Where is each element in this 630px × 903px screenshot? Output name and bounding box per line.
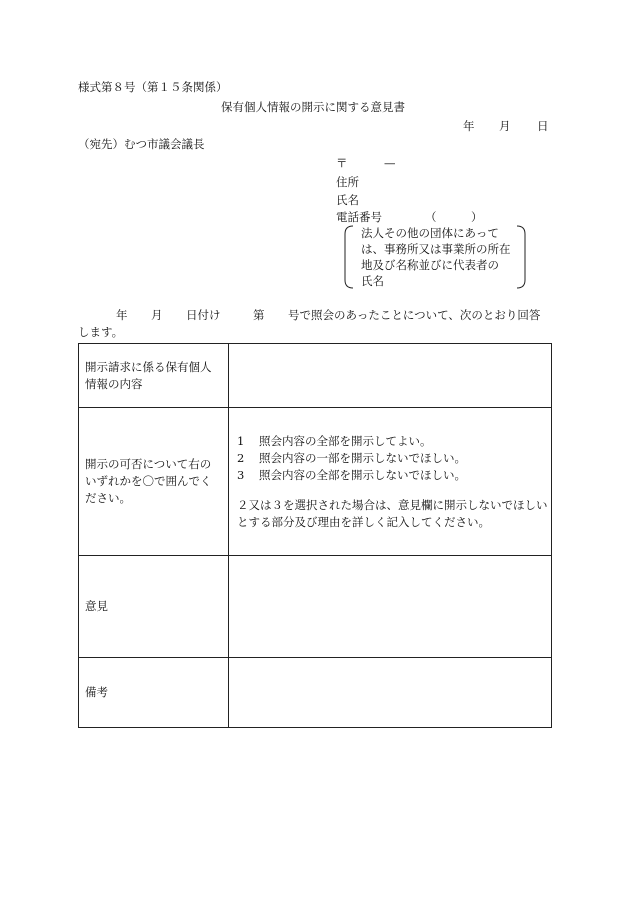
form-number: 様式第８号（第１５条関係） xyxy=(78,80,228,94)
corporate-note xyxy=(343,225,527,289)
remarks-input-cell[interactable] xyxy=(229,658,552,728)
label-line: 情報の内容 xyxy=(85,376,143,391)
opinion-table xyxy=(78,343,552,728)
phone-label: 電話番号 xyxy=(336,210,382,224)
option-text: 照会内容の全部を開示しないでほしい。 xyxy=(259,467,466,482)
disclosure-options-cell xyxy=(229,408,552,556)
name-label: 氏名 xyxy=(336,193,359,207)
table-row xyxy=(79,344,552,408)
label-line: いずれかを〇で囲んでく xyxy=(85,474,212,488)
date-year: 年 xyxy=(463,119,475,133)
postal-mark: 〒 xyxy=(336,156,348,170)
selection-note xyxy=(237,497,551,531)
intro-dai: 第 xyxy=(253,308,265,322)
content-input-cell[interactable] xyxy=(229,344,552,408)
option-text: 照会内容の一部を開示しないでほしい。 xyxy=(259,450,466,465)
opinion-input-cell[interactable] xyxy=(229,556,552,658)
corp-note-line: は、事務所又は事業所の所在 xyxy=(361,242,511,256)
addressee: （宛先）むつ市議会議長 xyxy=(78,137,205,151)
table-row xyxy=(79,658,552,728)
corp-note-line: 氏名 xyxy=(361,274,384,288)
intro-tail: 号で照会のあったことについて、次のとおり回答 xyxy=(288,308,541,322)
table-row xyxy=(79,408,552,556)
intro-line2: します。 xyxy=(78,325,124,339)
note-line: とする部分及び理由を詳しく記入してください。 xyxy=(237,514,490,529)
phone-parens: （ ） xyxy=(425,210,483,224)
option-number: 3 xyxy=(237,467,245,482)
note-line: ２又は３を選択された場合は、意見欄に開示しないでほしい xyxy=(237,497,548,512)
option-text: 照会内容の全部を開示してよい。 xyxy=(259,433,432,448)
intro-year: 年 xyxy=(116,308,128,322)
option-1[interactable] xyxy=(237,433,551,450)
address-label: 住所 xyxy=(336,175,359,189)
date-month: 月 xyxy=(499,119,511,133)
row-label-disclosure xyxy=(79,408,229,556)
postal-dash: — xyxy=(384,156,396,170)
document-title: 保有個人情報の開示に関する意見書 xyxy=(221,100,405,114)
corp-note-line: 地及び名称並びに代表者の xyxy=(361,258,499,272)
row-label-opinion: 意見 xyxy=(79,556,229,658)
option-3[interactable] xyxy=(237,467,551,484)
table-row xyxy=(79,556,552,658)
intro-month: 月 xyxy=(151,308,163,322)
label-line: 開示請求に係る保有個人 xyxy=(85,359,212,374)
intro-day: 日付け xyxy=(186,308,221,322)
option-number: 1 xyxy=(237,433,245,448)
option-2[interactable] xyxy=(237,450,551,467)
label-line: 開示の可否について右の xyxy=(85,457,212,471)
option-number: 2 xyxy=(237,450,245,465)
label-line: ださい。 xyxy=(85,491,131,505)
corp-note-line: 法人その他の団体にあって xyxy=(361,226,499,240)
date-day: 日 xyxy=(537,119,549,133)
row-label-remarks: 備考 xyxy=(79,658,229,728)
row-label-content xyxy=(79,344,229,408)
